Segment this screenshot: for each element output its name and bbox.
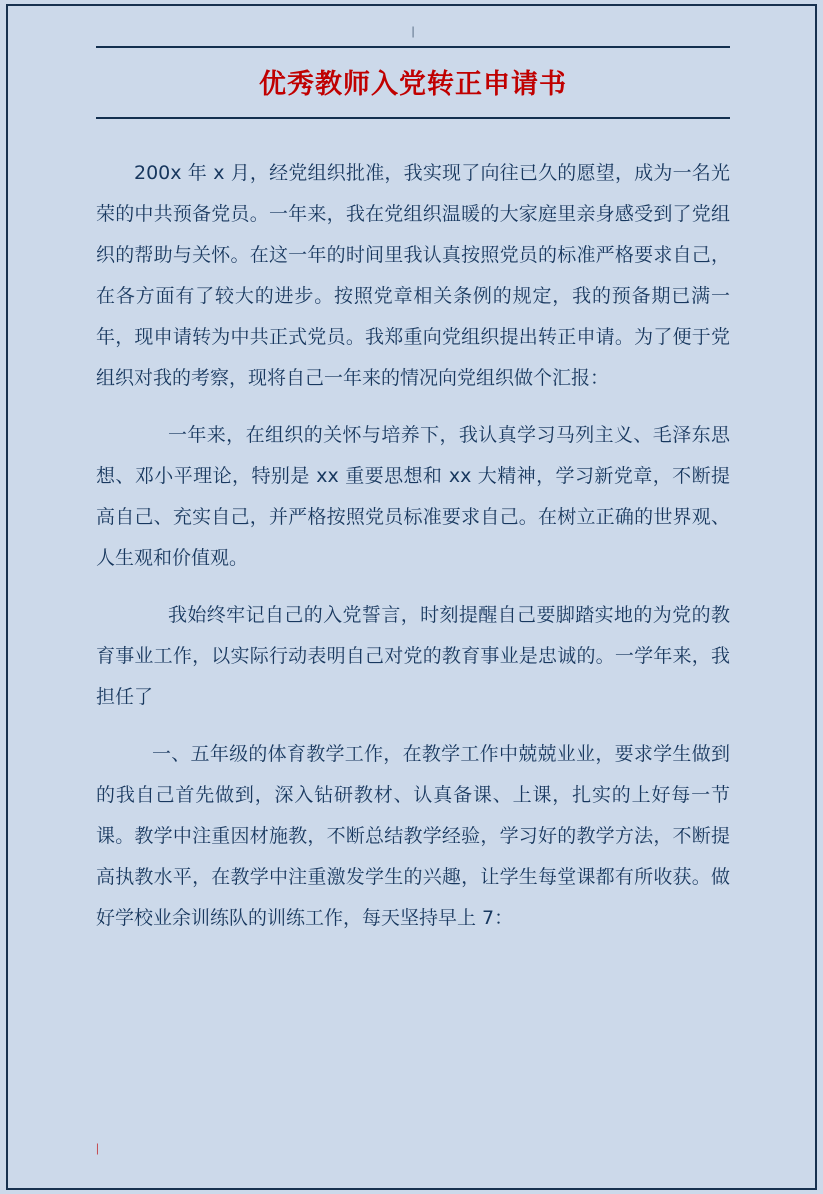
paragraph-1: 200x 年 x 月，经党组织批准，我实现了向往已久的愿望，成为一名光荣的中共预备党员。一年来，我在党组织温暖的大家庭里亲身感受到了党组织的帮助与关怀。在这一年的时间里我认真按照党员的标准严格要求自己，在各方面有了较大的进步。按照党章相关条例的规定，我的预备期已满一年，现申请转为中共正式党员。我郑重向党组织提出转正申请。为了便于党组织对我的考察，现将自己一年来的情况向党组织做个汇报： bbox=[96, 162, 730, 389]
bottom-cursor-marker: | bbox=[96, 1140, 99, 1155]
paragraph-2: 一年来，在组织的关怀与培养下，我认真学习马列主义、毛泽东思想、邓小平理论，特别是 xx 重要思想和 xx 大精神，学习新党章，不断提高自己、充实自己，并严格按照党员标准要求自己。在树立正确的世界观、人生观和价值观。 bbox=[96, 424, 730, 569]
page-title: 优秀教师入党转正申请书 bbox=[259, 69, 567, 100]
document-content bbox=[96, 18, 730, 955]
title-block bbox=[96, 46, 730, 119]
paragraph-3: 我始终牢记自己的入党誓言，时刻提醒自己要脚踏实地的为党的教育事业工作，以实际行动表明自己对党的教育事业是忠诚的。一学年来，我担任了 bbox=[96, 604, 730, 708]
top-cursor-marker: | bbox=[411, 23, 415, 38]
document-body bbox=[96, 153, 730, 939]
paragraph-4: 一、五年级的体育教学工作，在教学工作中兢兢业业，要求学生做到的我自己首先做到，深入钻研教材、认真备课、上课，扎实的上好每一节课。教学中注重因材施教，不断总结教学经验，学习好的教学方法，不断提高执教水平，在教学中注重激发学生的兴趣，让学生每堂课都有所收获。做好学校业余训练队的训练工作，每天坚持早上 7： bbox=[96, 743, 730, 929]
